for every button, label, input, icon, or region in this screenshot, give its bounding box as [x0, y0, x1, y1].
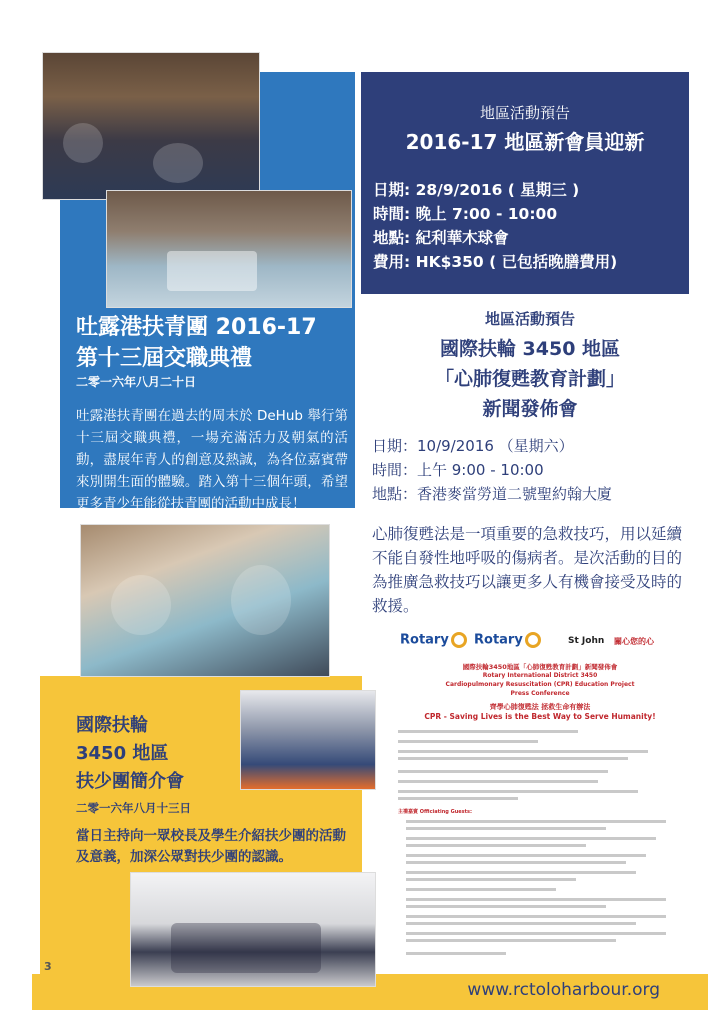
rotary-logo-2-text: Rotary: [474, 632, 523, 648]
flyer-slogan-en: CPR - Saving Lives is the Best Way to Serve Humanity!: [424, 712, 656, 721]
induction-title: [76, 312, 356, 374]
event-venue: 地點: 紀利華木球會: [373, 229, 509, 247]
meeting-room-photo: [42, 52, 260, 200]
flyer-heading-en3: Press Conference: [510, 690, 570, 697]
cpr-title-line1: 國際扶輪 3450 地區: [439, 338, 621, 360]
induction-title-line2: 第十三屆交職典禮: [76, 346, 253, 371]
flyer-heading-en1: Rotary International District 3450: [482, 672, 598, 679]
event-title: 2016-17 地區新會員迎新: [405, 130, 645, 154]
cpr-title-line2: 「心肺復甦教育計劃」: [434, 368, 625, 390]
interact-title: [76, 712, 184, 796]
press-conference-flyer: [392, 622, 688, 966]
cpr-time: 時間：上午 9:00 - 10:00: [372, 461, 544, 479]
website-link[interactable]: www.rctoloharbour.org: [467, 980, 660, 1000]
interact-title-line3: 扶少團簡介會: [76, 771, 184, 792]
group-banner-photo: [106, 190, 352, 308]
officials-group-photo: [130, 872, 376, 987]
event-time: 時間: 晚上 7:00 - 10:00: [373, 205, 558, 223]
cpr-details: [372, 434, 612, 506]
interact-title-line1: 國際扶輪: [76, 715, 148, 736]
event-announcement-box: [361, 72, 689, 294]
induction-body: 吐露港扶青團在過去的周末於 DeHub 舉行第十三屆交職典禮，一場充滿活力及朝氣的活動，盡展年青人的創意及熱誠，為各位嘉賓帶來別開生面的體驗。踏入第十三個年頭，希望更多青少年能從扶青團的活動中成長！: [76, 408, 348, 512]
induction-title-line1: 吐露港扶青團 2016-17: [76, 315, 317, 340]
rotary-logo-1-text: Rotary: [400, 632, 449, 648]
event-label: 地區活動預告: [479, 104, 570, 122]
rotary-logo-1: [400, 632, 467, 648]
page-number: 3: [44, 960, 52, 973]
flyer-heading-cn: 國際扶輪3450地區「心肺復甦教育計劃」新聞發佈會: [462, 663, 618, 671]
cpr-label: 地區活動預告: [484, 310, 575, 328]
interact-title-line2: 3450 地區: [76, 743, 169, 764]
rotary-wheel-icon: [525, 632, 541, 648]
flyer-heading-en2: Cardiopulmonary Resuscitation (CPR) Education Project: [445, 681, 635, 688]
rotary-wheel-icon: [451, 632, 467, 648]
cpr-date: 日期：10/9/2016 （星期六）: [372, 437, 574, 455]
presentation-photo: [240, 690, 376, 790]
cpr-venue: 地點：香港麥當勞道二號聖約翰大廈: [372, 485, 613, 503]
st-john-logo: St John: [568, 636, 605, 646]
event-date: 日期: 28/9/2016 ( 星期三 ): [373, 181, 580, 199]
induction-date: 二零一六年八月二十日: [76, 375, 197, 389]
heart-logo: 關心您的心: [614, 637, 654, 646]
flyer-slogan-cn: 齊學心肺復甦法 拯救生命有辦法: [489, 703, 591, 711]
event-details: [373, 178, 617, 274]
interact-date: 二零一六年八月十三日: [76, 801, 191, 815]
cpr-title-line3: 新聞發佈會: [482, 398, 578, 420]
flyer-guests-label: 主禮嘉賓 Officiating Guests:: [398, 809, 472, 815]
cpr-title: [370, 334, 690, 424]
youth-group-photo: [80, 524, 330, 677]
cpr-body: 心肺復甦法是一項重要的急救技巧，用以延續不能自發性地呼吸的傷病者。是次活動的目的為推廣急救技巧以讓更多人有機會接受及時的救援。: [372, 525, 683, 615]
rotary-logo-2: [474, 632, 541, 648]
event-fee: 費用: HK$350 ( 已包括晚膳費用): [373, 253, 618, 271]
interact-body: 當日主持向一眾校長及學生介紹扶少團的活動及意義，加深公眾對扶少團的認識。: [76, 828, 346, 865]
